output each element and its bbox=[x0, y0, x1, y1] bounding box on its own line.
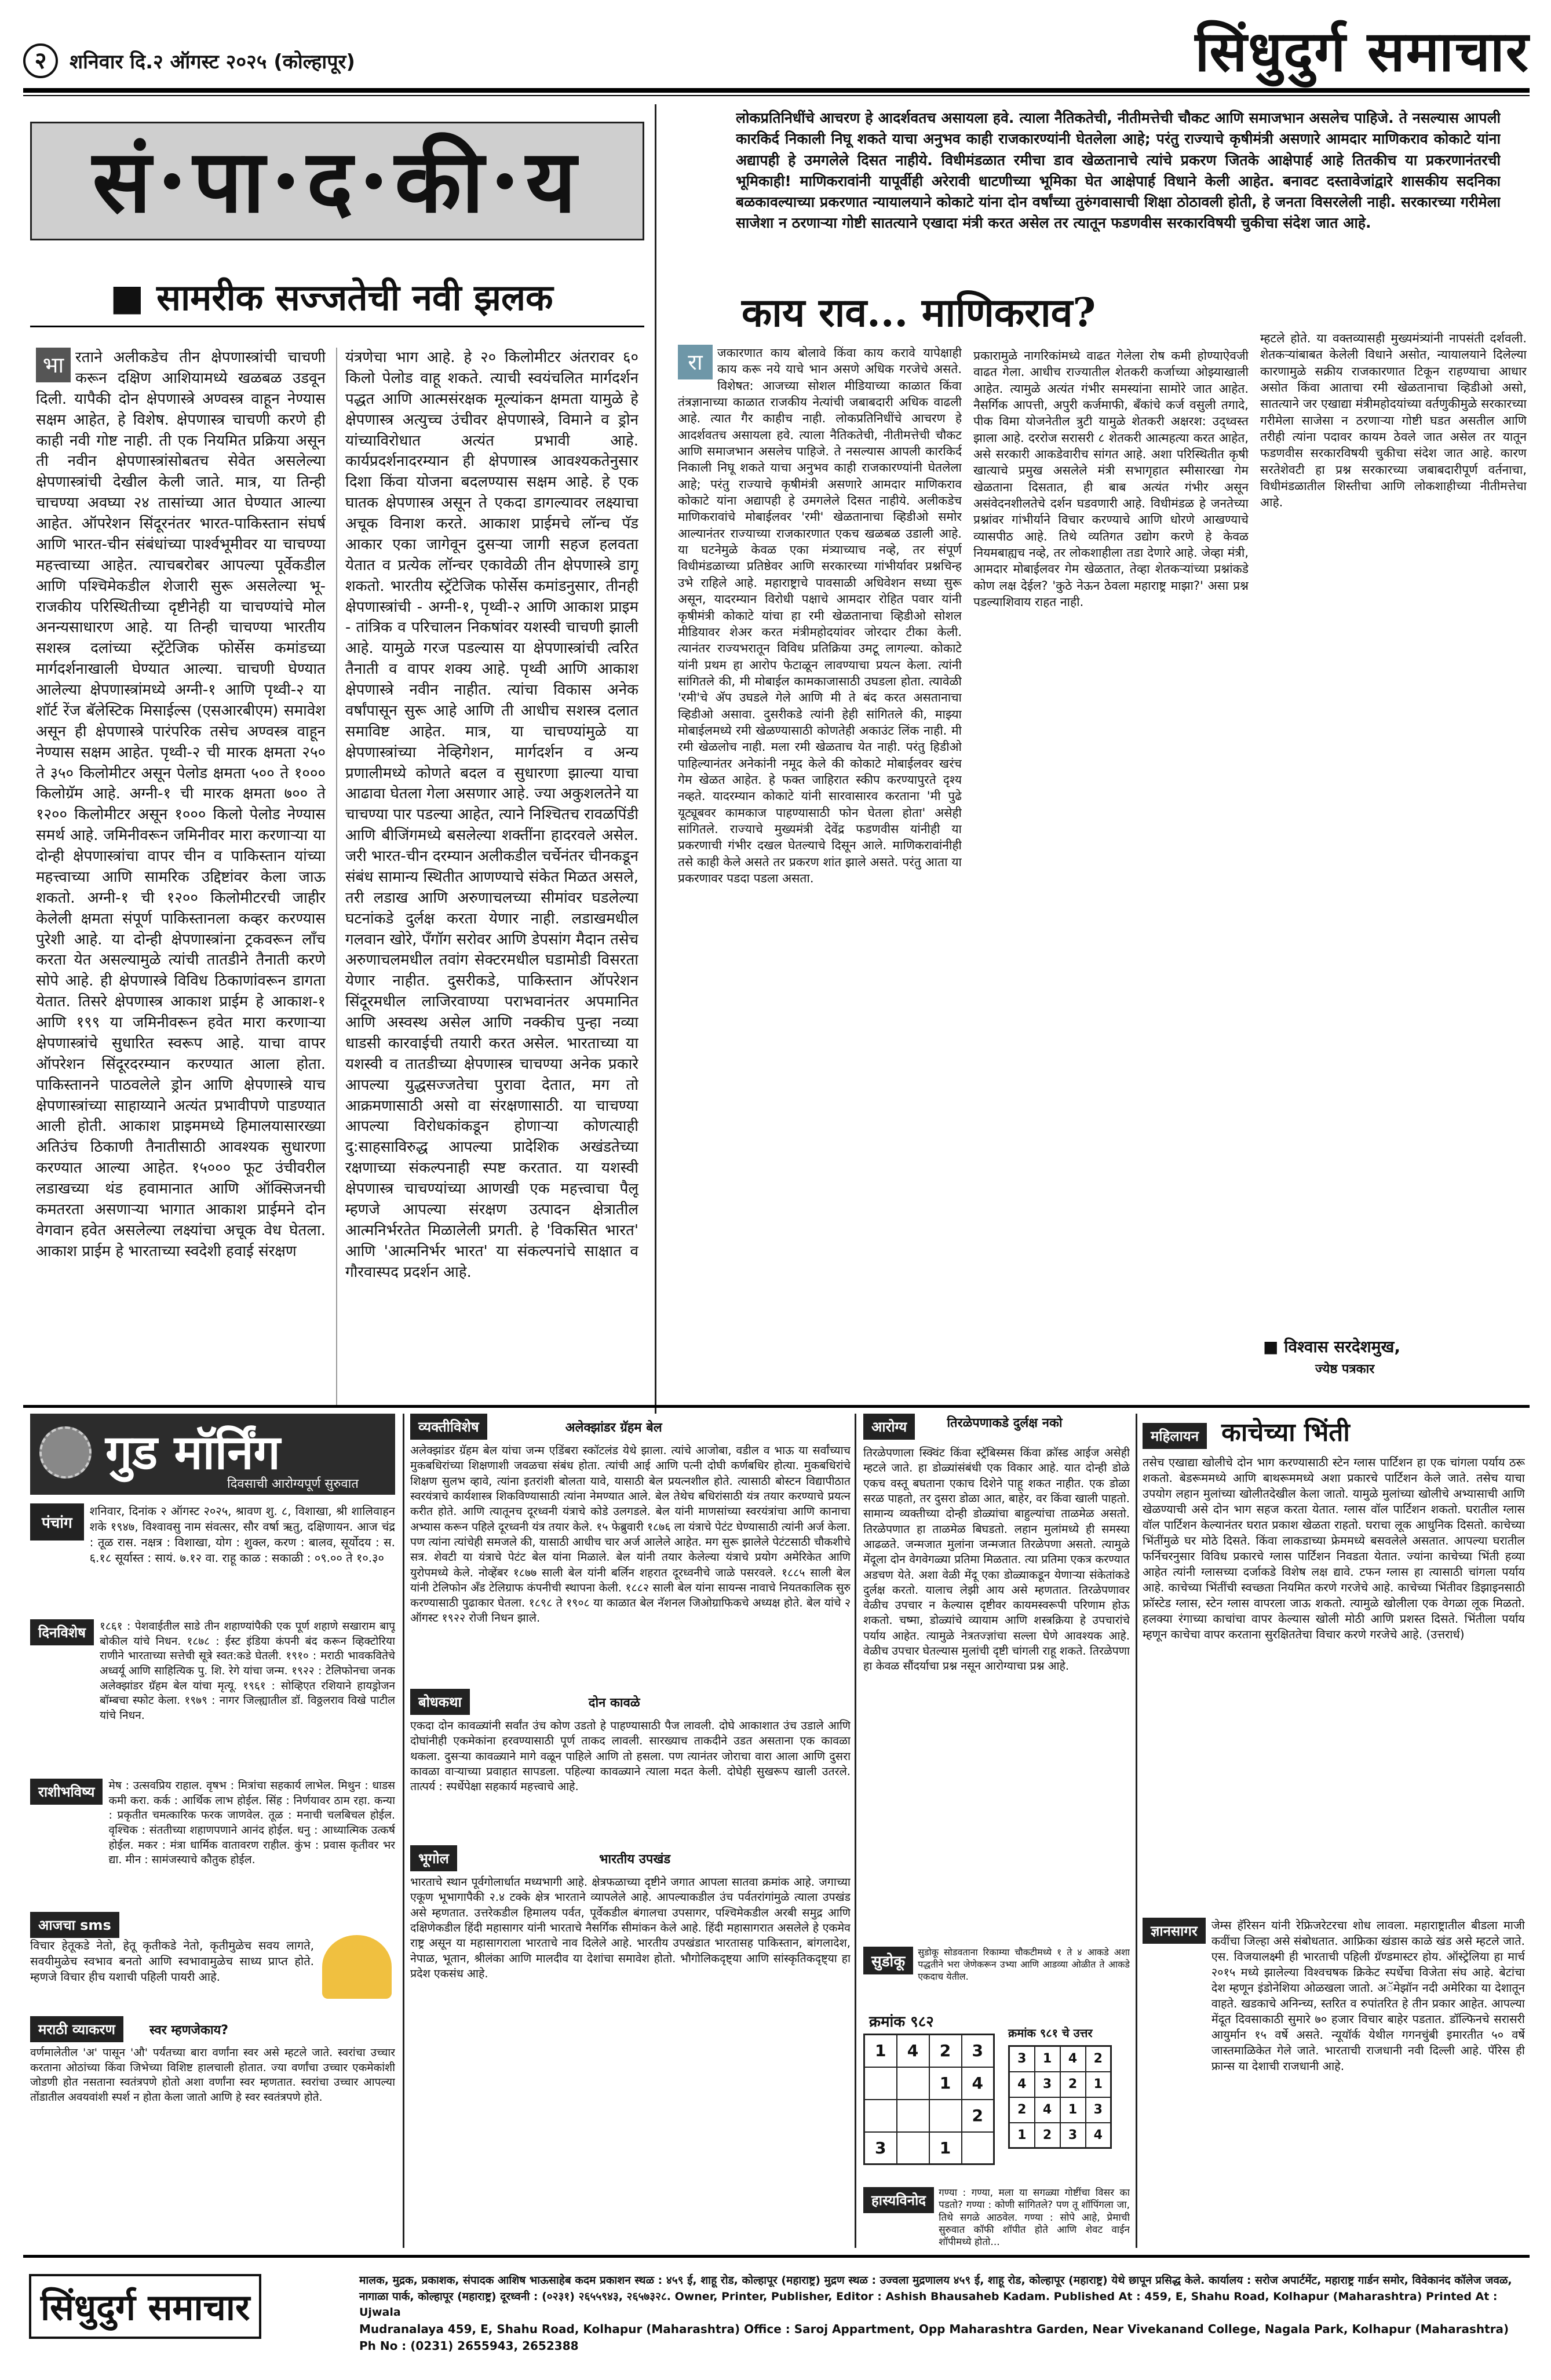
sun-icon bbox=[39, 1426, 92, 1479]
bodhkatha-text: एकदा दोन कावळ्यांनी सर्वांत उंच कोण उडतो हे पाहण्यासाठी पैज लावली. दोघे आकाशात उंच उडाले आणि दोघांनीही एकमेकांना हरवण्यासाठी पूर्ण ताकद लावली. सारख्याच ताकदीने उडत असताना एक कावळा थकला. दुसऱ्या कावळ्याने मागे वळून पाहिले आणि तो हसला. पण त्यानंतर जोराचा वारा आला आणि दुसरा कावळा वाऱ्याच्या प्रवाहात सापडला. पहिल्या कावळ्याने त्याला मदत केली. दोघेही सुखरूप खाली उतरले. तात्पर्य : स्पर्धेपेक्षा सहकार्य महत्त्वाचे आहे. bbox=[410, 1719, 851, 1794]
author-name: ■ विश्वास सरदेशमुख, bbox=[1263, 1337, 1400, 1356]
hasya-text: गण्या : गण्या, मला या सगळ्या गोष्टींचा विसर का पडतो? गण्या : कोणी सांगितले? पण तू शॉपिंगला जा, तिथे सगळे आठवेल. गण्या : सोपे आहे, प्रेमाची सुरुवात कॉफी शॉपीत होते आणि शेवट वाईन शॉपीमध्ये होतो... bbox=[939, 2187, 1130, 2248]
sms-label: आजचा sms bbox=[30, 1912, 119, 1938]
page-header bbox=[23, 12, 1530, 93]
dnyansagar-section bbox=[1143, 1918, 1525, 2248]
dinvishesh-section bbox=[30, 1619, 395, 1723]
panchang-label: पंचांग bbox=[30, 1503, 84, 1541]
sudoku-puzzle-cell: 1 bbox=[929, 2067, 962, 2100]
bodhkatha-label: बोधकथा bbox=[410, 1689, 470, 1715]
header-rule-thin bbox=[23, 95, 1530, 96]
editorial-col-1-text: रताने अलीकडेच तीन क्षेपणास्त्रांची चाचणी करून दक्षिण आशियामध्ये खळबळ उडवून दिली. यापैकी दोन क्षेपणास्त्रे अण्वस्त्र वाहून नेण्यास सक्षम आहेत, हे विशेष. क्षेपणास्त्र चाचणी करणे ही काही नवी गोष्ट नाही. ती एक नियमित प्रक्रिया असून ती नवीन क्षेपणास्त्रांसोबतच सेवेत असलेल्या क्षेपणास्त्रांची देखील केली जाते. मात्र, या तिन्ही चाचण्या अवघ्या २४ तासांच्या आत घेण्यात आल्या आहेत. ऑपरेशन सिंदूरनंतर भारत-पाकिस्तान संघर्ष आणि भारत-चीन संबंधांच्या पार्श्वभूमीवर या चाचण्या महत्त्वाच्या आहेत. त्याचबरोबर आपल्या पूर्वेकडील आणि पश्चिमेकडील शेजारी सुरू असलेल्या भू-राजकीय परिस्थितीच्या दृष्टीनेही या चाचण्यांचे मोल अनन्यसाधारण आहे. या तिन्ही चाचण्या भारतीय सशस्त्र दलांच्या स्ट्रॅटेजिक फोर्सेस कमांडच्या मार्गदर्शनाखाली घेण्यात आल्या. चाचणी घेण्यात आलेल्या क्षेपणास्त्रांमध्ये अग्नी-१ आणि पृथ्वी-२ या शॉर्ट रेंज बॅलेस्टिक मिसाईल्स (एसआरबीएम) समावेश असून ही क्षेपणास्त्रे पारंपरिक तसेच अण्वस्त्र वाहून नेण्यास सक्षम आहेत. पृथ्वी-२ ची मारक क्षमता २५० ते ३५० किलोमीटर असून पेलोड क्षमता ५०० ते १००० किलोग्रॅम आहे. अग्नी-१ ची मारक क्षमता ७०० ते १२०० किलोमीटर असून १००० किलो पेलोड नेण्यास समर्थ आहे. जमिनीवरून जमिनीवर मारा करणाऱ्या या दोन्ही क्षेपणास्त्रांचा वापर चीन व पाकिस्तान यांच्या महत्त्वाच्या आणि सामरिक उद्दिष्टांवर केला जाऊ शकतो. अग्नी-१ ची १२०० किलोमीटरची जाहीर केलेली क्षमता संपूर्ण पाकिस्तानला कव्हर करण्यास पुरेशी आहे. या दोन्ही क्षेपणास्त्रांना ट्रकवरून लॉंच करता येत असल्यामुळे त्यांची तातडीने तैनाती करणे सोपे आहे. ही क्षेपणास्त्रे विविध ठिकाणांवरून डागता येतात. तिसरे क्षेपणास्त्र आकाश प्राईम हे आकाश-१ आणि १९९ या जमिनीवरून हवेत मारा करणाऱ्या क्षेपणास्त्रांचे सुधारित स्वरूप आहे. याचा वापर ऑपरेशन सिंदूरदरम्यान करण्यात आला होता. पाकिस्तानने पाठवलेले ड्रोन आणि क्षेपणास्त्रे याच क्षेपणास्त्रांच्या साहाय्याने अत्यंत प्रभावीपणे पाडण्यात आली होती. आकाश प्राइममध्ये हिमालयासारख्या अतिउंच ठिकाणी तैनातीसाठी आवश्यक सुधारणा करण्यात आल्या आहेत. १५००० फूट उंचीवरील लडाखच्या थंड हवामानात आणि ऑक्सिजनची कमतरता असणाऱ्या भागात आकाश प्राईमने दोन वेगवान हवेत असलेल्या लक्ष्यांचा अचूक वेध घेतला. आकाश प्राईम हे भारताच्या स्वदेशी हवाई संरक्षण bbox=[36, 349, 326, 1260]
rashi-section bbox=[30, 1779, 395, 1868]
sudoku-puzzle-cell: 4 bbox=[962, 2067, 994, 2100]
footer-imprint bbox=[359, 2273, 1518, 2355]
sudoku-puzzle-cell: 1 bbox=[929, 2132, 962, 2164]
good-morning-banner bbox=[30, 1414, 395, 1495]
cartoon-icon bbox=[322, 1935, 392, 1999]
vyakaran-title: स्वर म्हणजेकाय? bbox=[149, 2023, 229, 2038]
panchang-text: शनिवार, दिनांक २ ऑगस्ट २०२५, श्रावण शु. ८, विशाखा, श्री शालिवाहन शके १९४७, विश्वावसु नाम संवत्सर, सौर वर्षा ऋतु, दक्षिणायन. आज चंद्र : तूळ रास. नक्षत्र : विशाखा, योग : शुक्ल, करण : बालव, सूर्योदय : स. ६.१८ सूर्यास्त : सायं. ७.१२ वा. राहू काळ : सकाळी : ०९.०० ते १०.३० bbox=[89, 1504, 395, 1565]
arogya-title: तिरळेपणाकडे दुर्लक्ष नको bbox=[947, 1416, 1063, 1430]
editorial-dropcap: भा bbox=[36, 348, 71, 382]
sudoku-answer-cell: 3 bbox=[1060, 2123, 1086, 2148]
sudoku-answer-cell: 4 bbox=[1035, 2097, 1060, 2123]
article2-author bbox=[1263, 1335, 1524, 1377]
sudoku-puzzle-cell: 2 bbox=[962, 2100, 994, 2132]
bhugol-section bbox=[410, 1845, 851, 2123]
sudoku-puzzle-cell: 2 bbox=[929, 2035, 962, 2067]
good-morning-title: गुड मॉर्निंग bbox=[105, 1425, 280, 1480]
sudoku-answer-cell: 3 bbox=[1086, 2097, 1111, 2123]
sudoku-answer-cell: 2 bbox=[1009, 2097, 1035, 2123]
sudoku-puzzle-cell: 4 bbox=[897, 2035, 929, 2067]
mahilayan-text: तसेच एखाद्या खोलीचे दोन भाग करण्यासाठी स्टेन ग्लास पार्टिशन हा एक चांगला पर्याय ठरू शकतो. बेडरूममध्ये आणि बाथरूममध्ये अशा प्रकारचे पार्टिशन केले जाते. तसेच याचा उपयोग लहान मुलांच्या खोलीतदेखील केला जातो. यामुळे मुलांच्या खोलीचे अभ्यासाची आणि खेळण्याची असे दोन भाग सहज करता येतात. ग्लास वॉल पार्टिशन शकतो. घरातील ग्लास वॉल पार्टिशन केल्यानंतर घरात प्रकाश खेळता राहतो. घराचा लूक आधुनिक दिसतो. काचेच्या भिंतींमुळे घर मोठे दिसते. किंवा लाकडाच्या फ्रेममध्ये बसवलेले असतात. आपल्या घरातील फर्निचरनुसार विविध प्रकारचे ग्लास पार्टिशन निवडता येतात. ज्यांना काचेच्या भिंती हव्या आहेत त्यांनी ग्लासच्या दर्जाकडे विशेष लक्ष द्यावे. टफन ग्लास हा त्यासाठी चांगला पर्याय आहे. काचेच्या भिंतींची स्वच्छता नियमित करणे गरजेचे आहे. काचेच्या भिंतीवर डिझाइनसाठी फ्रॉस्टेड ग्लास, स्टेन ग्लास वापरला जाऊ शकतो. त्यामुळे खोलीला एक वेगळा लूक मिळतो. हलक्या रंगाच्या काचांचा वापर केल्यास खोली मोठी आणि प्रशस्त दिसते. भिंतीला पर्याय म्हणून काचेचा वापर करताना सुरक्षिततेचा विचार करणे गरजेचे आहे. (उत्तरार्ध) bbox=[1143, 1455, 1525, 1641]
vyaktivishesh-section bbox=[410, 1414, 851, 1683]
vyaktivishesh-text: अलेक्झांडर ग्रॅहम बेल यांचा जन्म एडिंबरा स्कॉटलंड येथे झाला. त्यांचे आजोबा, वडील व भाऊ या सर्वांच्याच मुकबधिरांच्या शिक्षणाशी जवळचा संबंध होता. त्यांची आई आणि पत्नी दोघी कर्णबधिर होत्या. मुकबधिरांचे शिक्षण सुलभ व्हावे, त्यांना इतरांशी बोलता यावे, यासाठी बेल प्रयत्नशील होते. त्यासाठी बोस्टन विद्यापीठात स्वरयंत्राचे कार्यशास्त्र शिकविण्यासाठी त्यांना नेमण्यात आले. बेल तेथेच बधिरांसाठी यंत्र तयार करण्याचे प्रयत्न करीत होते. आणि त्यातूनच दूरध्वनी यंत्राचे कोडे उलगडले. बेल यांनी माणसांच्या स्वरयंत्रांचा आणि कानाचा अभ्यास करून पहिले दूरध्वनी यंत्र तयार केले. १५ फेब्रुवारी १८७६ ला यंत्राचे पेटंट घेण्यासाठी त्यांनी अर्ज केला. पण त्यांना त्यांचेही समजले की, यासाठी आधीच चार अर्ज आलेले आहेत. मग सुरू झालेले पेटंटसाठी चौकशीचे सत्र. शेवटी या यंत्राचे पेटंट बेल यांना मिळाले. बेल यांनी तयार केलेल्या यंत्राचे प्रयोग अमेरिकेत आणि युरोपमध्ये केले. नोव्हेंबर १८७७ साली बेल यांनी बर्लिन शहरात दूरध्वनीचे जाळे पसरवले. १८८५ साली बेल यांनी टेलिफोन अँड टेलिग्राफ कंपनीची स्थापना केली. १८८२ साली बेल यांना सायन्स नावाचे नियतकालिक सुरु करण्यासाठी पुढाकार घेतला. १८९८ ते १९०८ या काळात बेल नॅशनल जिओग्राफिकचे अध्यक्ष होते. बेल यांचे २ ऑगस्ट १९२२ रोजी निधन झाले. bbox=[410, 1444, 851, 1625]
article2-col-3: म्हटले होते. या वक्तव्यासही मुख्यमंत्र्यांनी नापसंती दर्शवली. शेतकऱ्यांबाबत केलेली विधाने असोत, न्यायालयाने दिलेल्या कारणामुळे सक्रीय राजकारणात टिकून राहण्याचा आधार असोत किंवा आताचा रमी खेळतानाचा व्हिडीओ असो, सातत्याने जर एखाद्या मंत्रीमहोदयांच्या वर्तणुकीमुळे सरकारच्या गरीमेला साजेसा न ठरणाऱ्या गोष्टी घडत असतील आणि तरीही त्यांना पदावर कायम ठेवले जात असेल तर यातून फडणवीस सरकारविषयी चुकीचा संदेश जात आहे. कारण सरतेशेवटी हा प्रश्न सरकारच्या जबाबदारीपूर्ण वर्तनाचा, विधीमंडळातील शिस्तीचा आणि लोकशाहीच्या नीतीमत्तेचा आहे. bbox=[1260, 331, 1527, 510]
bhugol-title: भारतीय उपखंड bbox=[598, 1852, 671, 1867]
sudoku-puzzle-cell bbox=[897, 2132, 929, 2164]
sudoku-puzzle-cell: 3 bbox=[864, 2132, 897, 2164]
page-number: २ bbox=[23, 43, 58, 78]
dnyansagar-label: ज्ञानसागर bbox=[1143, 1918, 1206, 1944]
rashi-text: मेष : उत्सवप्रिय राहाल. वृषभ : मित्रांचा सहकार्य लाभेल. मिथुन : धाडस कमी करा. कर्क : आर्थिक लाभ होईल. सिंह : निर्णयावर ठाम रहा. कन्या : प्रकृतीत चमत्कारिक फरक जाणवेल. तूळ : मनाची चलबिचल होईल. वृश्चिक : संततीच्या शहाणपणाने आनंद होईल. धनु : आध्यात्मिक उत्कर्ष होईल. मकर : मंत्रा धार्मिक वातावरण राहील. कुंभ : प्रवास कृतीवर भर द्या. मीन : सामंजस्याचे कौतुक होईल. bbox=[108, 1779, 395, 1867]
sms-section bbox=[30, 1912, 395, 2005]
article2-col-1 bbox=[678, 345, 962, 1388]
footer-line-1: मालक, मुद्रक, प्रकाशक, संपादक आशिष भाऊसाहेब कदम प्रकाशन स्थळ : ४५९ ई, शाहू रोड, कोल्हापूर (महाराष्ट्र) मुद्रण स्थळ : उज्वला मुद्रणालय ४५९ ई, शाहू रोड, कोल्हापूर (महाराष्ट्र) येथे छापून प्रसिद्ध केले. कार्यालय : सरोज अपार्टमेंट, महाराष्ट्र गार्डन समोर, विवेकानंद कॉलेज जवळ, नागाळा पार्क, कोल्हापूर (महाराष्ट्र) दूरध्वनी : (०२३१) २६५५९४३, २६५७३२८. Owner, Printer, Publisher, Editor : Ashish Bhausaheb Kadam. Published At : 459, E, Shahu Road, Kolhapur (Maharashtra) Printed At : Ujwala bbox=[359, 2274, 1512, 2319]
vyaktivishesh-title: अलेक्झांडर ग्रॅहम बेल bbox=[565, 1421, 662, 1435]
sudoku-answer-cell: 4 bbox=[1060, 2046, 1086, 2072]
sudoku-puzzle-cell bbox=[864, 2067, 897, 2100]
sudoku-section bbox=[863, 1947, 1130, 2178]
footer bbox=[23, 2262, 1530, 2367]
vyaktivishesh-label: व्यक्तीविशेष bbox=[410, 1414, 487, 1440]
vyakaran-section bbox=[30, 2016, 395, 2150]
dinvishesh-label: दिनविशेष bbox=[30, 1619, 94, 1645]
bodhkatha-section bbox=[410, 1689, 851, 1839]
sudoku-puzzle-cell bbox=[929, 2100, 962, 2132]
editorial-vertical-rule bbox=[655, 104, 656, 1414]
sudoku-answer-cell: 2 bbox=[1035, 2123, 1060, 2148]
article2-intro: लोकप्रतिनिधींचे आचरण हे आदर्शवतच असायला हवे. त्याला नैतिकतेची, नीतीमत्तेची चौकट आणि समाजभान असलेच पाहिजे. ते नसल्यास आपली कारकिर्द निकाली निघू शकते याचा अनुभव काही राजकारण्यांनी घेतलेला आहे; परंतु राज्याचे कृषीमंत्री असणारे आमदार माणिकराव कोकाटे यांना अद्यापही हे उमगलेले दिसत नाहीये. विधीमंडळात रमीचा डाव खेळतानाचे त्यांचे प्रकरण जितके आक्षेपार्ह आहे तितकीच या प्रकरणानंतरची भूमिकाही! माणिकरावांनी यापूर्वीही अरेरावी धाटणीच्या भूमिका घेत आक्षेपार्ह विधाने केली आहेत. बनावट दस्तावेजांद्वारे शासकीय सदनिका बळकावल्याच्या प्रकरणात न्यायालयाने कोकाटे यांना दोन वर्षांच्या तुरुंगवासाची शिक्षा ठोठावली होती, हे जनता विसरलेली नाही. सरकारच्या गरीमेला साजेशा न ठरणाऱ्या गोष्टी सातत्याने एखादा मंत्री करत असेल तर त्यातून फडणवीस सरकारविषयी चुकीचा संदेश जात आहे. bbox=[736, 109, 1501, 232]
bhugol-text: भारताचे स्थान पूर्वगोलार्धात मध्यभागी आहे. क्षेत्रफळाच्या दृष्टीने जगात आपला सातवा क्रमांक आहे. जगाच्या एकूण भूभागापैकी २.४ टक्के क्षेत्र भारताने व्यापलेले आहे. आपल्याकडील उंच पर्वतरांगांमुळे त्याला उपखंड असे म्हणतात. उत्तरेकडील हिमालय पर्वत, पूर्वेकडील बंगालचा उपसागर, पश्चिमेकडील अरबी समुद्र आणि दक्षिणेकडील हिंदी महासागर यांनी भारताचे नैसर्गिक सीमांकन केले आहे. हिंदी महासागरात असलेले हे एकमेव राष्ट्र असून या महासागराला भारताचे नाव दिलेले आहे. भारतीय उपखंडात भारतासह पाकिस्तान, बांगलादेश, नेपाळ, भूतान, श्रीलंका आणि मालदीव या देशांचा समावेश होतो. भौगोलिकदृष्ट्या आणि सांस्कृतिकदृष्ट्या हा प्रदेश एकसंध आहे. bbox=[410, 1875, 851, 1980]
good-morning-subtitle: दिवसाची आरोग्यपूर्ण सुरुवात bbox=[227, 1477, 359, 1491]
sudoku-puzzle-cell bbox=[962, 2132, 994, 2164]
sudoku-answer-cell: 2 bbox=[1086, 2046, 1111, 2072]
sudoku-answer-cell: 3 bbox=[1009, 2046, 1035, 2072]
article2-dropcap: रा bbox=[678, 345, 713, 379]
sudoku-puzzle-grid bbox=[863, 2034, 995, 2165]
editorial-col-divider bbox=[336, 348, 337, 1408]
article2-col-2: प्रकारामुळे नागरिकांमध्ये वाढत गेलेला रोष कमी होण्याऐवजी वाढत गेला. आधीच राज्यातील शेतकरी कर्जाच्या ओझ्याखाली आहेत. त्यामुळे अत्यंत गंभीर समस्यांना सामोरे जात आहेत. नैसर्गिक आपत्ती, अपुरी कर्जमाफी, बँकांचे कर्ज वसुली तगादे, पीक विमा योजनेतील त्रुटी यामुळे शेतकरी अक्षरश: उद्ध्वस्त झाला आहे. दररोज सरासरी ८ शेतकरी आत्महत्या करत आहेत, असे सरकारी आकडेवारीच सांगत आहे. अशा परिस्थितीत कृषी खात्याचे प्रमुख असलेले मंत्री सभागृहात स्मीसारखा गेम खेळताना दिसतात, ही बाब अत्यंत गंभीर असून असंवेदनशीलतेचे दर्शन घडवणारी आहे. विधीमंडळ हे जनतेच्या प्रश्नांवर गांभीर्याने विचार करण्याचे आणि धोरणे आखण्याचे व्यासपीठ आहे. तिथे व्यतिगत उद्योग करणे हे केवळ नियमबाह्यच नव्हे, तर लोकशाहीला तडा देणारे आहे. जेव्हा मंत्री, आमदार मोबाईलवर गेम खेळतात, तेव्हा शेतकऱ्यांच्या प्रश्नांकडे कोण लक्ष देईल? 'कुठे नेऊन ठेवला महाराष्ट्र माझा?' असा प्रश्न पडल्याशिवाय राहत नाही. bbox=[973, 349, 1249, 609]
sudoku-answer-title: क्रमांक ९८१ चे उत्तर bbox=[1008, 2026, 1093, 2040]
editorial-col-1 bbox=[36, 348, 326, 1408]
arogya-label: आरोग्य bbox=[863, 1414, 915, 1440]
col-divider-1 bbox=[403, 1414, 404, 2248]
sudoku-puzzle-cell: 3 bbox=[962, 2035, 994, 2067]
sudoku-answer-cell: 4 bbox=[1086, 2123, 1111, 2148]
panchang-section bbox=[30, 1503, 395, 1566]
sudoku-label: सुडोकू bbox=[863, 1947, 913, 1974]
mid-page-rule bbox=[23, 1405, 1530, 1408]
sudoku-answer-cell: 4 bbox=[1009, 2072, 1035, 2097]
hasya-label: हास्यविनोद bbox=[863, 2187, 934, 2213]
vyakaran-text: वर्णमालेतील 'अ' पासून 'औ' पर्यंतच्या बारा वर्णांना स्वर असे म्हटले जाते. स्वरांचा उच्चार करताना ओठांच्या किंवा जिभेच्या विशिष्ट हालचाली होतात. ज्या वर्णांचा उच्चार एकमेकांशी जोडणी होत नसताना स्वतंत्रपणे होतो अशा वर्णांना स्वर म्हणतात. स्वरांचा उच्चार आपल्या तोंडातील अवयवांशी स्पर्श न होता केला जातो आणि हे स्वर स्वतंत्रपणे होते. bbox=[30, 2046, 395, 2104]
dateline: शनिवार दि.२ ऑगस्ट २०२५ (कोल्हापूर) bbox=[70, 50, 355, 74]
sudoku-puzzle-cell: 1 bbox=[864, 2035, 897, 2067]
bullet-icon: ■ bbox=[110, 276, 157, 319]
footer-line-2: Mudranalaya 459, E, Shahu Road, Kolhapur (Maharashtra) Office : Saroj Appartment, Opp Maharashtra Garden, Near Vivekanand College, Nagala Park, Kolhapur (Maharashtra) Ph No : (0231) 2655943, 2652388 bbox=[359, 2321, 1509, 2353]
sudoku-answer-cell: 1 bbox=[1060, 2097, 1086, 2123]
masthead-logo: सिंधुदुर्ग समाचार bbox=[1195, 19, 1530, 84]
mahilayan-section bbox=[1143, 1414, 1525, 1906]
sudoku-puzzle-cell bbox=[897, 2067, 929, 2100]
sudoku-answer-cell: 1 bbox=[1009, 2123, 1035, 2148]
article2-col-1-text: जकारणात काय बोलावे किंवा काय करावे यापेक्षाही काय करू नये याचे भान असणे अधिक गरजेचे असते. विशेषत: आजच्या सोशल मीडियाच्या काळात किंवा तंत्रज्ञानाच्या काळात राजकीय नेत्यांची जबाबदारी अधिक वाढली आहे. त्यात गैर काहीच नाही. लोकप्रतिनिधींचे आचरण हे आदर्शवतच असायला हवे. त्याला नैतिकतेची, नीतीमत्तेची चौकट आणि समाजभान असलेच पाहिजे. ते नसल्यास आपली कारकिर्द निकाली निघू शकते याचा अनुभव काही राजकारण्यांनी घेतलेला आहे; परंतु राज्याचे कृषीमंत्री असणारे आमदार माणिकराव कोकाटे यांना अद्यापही हे उमगलेले दिसत नाहीये. अलीकडेच माणिकरावांचे मोबाईलवर 'रमी' खेळतानाचा व्हिडीओ समोर आल्यानंतर राज्याच्या राजकारणात एकच खळबळ उडाली आहे. या घटनेमुळे केवळ एका मंत्र्याच्याच नव्हे, तर संपूर्ण विधीमंडळाच्या प्रतिष्ठेवर आणि सरकारच्या गांभीर्यावर प्रश्नचिन्ह उभे राहिले आहे. महाराष्ट्राचे पावसाळी अधिवेशन सध्या सुरू असून, यादरम्यान विरोधी पक्षाचे आमदार रोहित पवार यांनी कृषीमंत्री कोकाटे यांचा हा रमी खेळतानाचा व्हिडीओ सोशल मीडियावर शेअर करत मंत्रीमहोदयांवर जोरदार टीका केली. त्यानंतर राज्यभरातून विविध प्रतिक्रिया उमटू लागल्या. कोकाटे यांनी प्रथम हा आरोप फेटाळून लावण्याचा प्रयत्न केला. त्यांनी सांगितले की, मी मोबाईल कामकाजासाठी उघडला होता. त्यावेळी 'रमी'चे ॲप उघडले गेले आणि मी ते बंद करत असतानाचा व्हिडीओ असावा. दुसरीकडे त्यांनी हेही सांगितले की, माझ्या मोबाईलमध्ये रमी खेळण्यासाठी कोणतेही अकाउंट लिंक नाही. मी रमी खेळलोच नाही. मला रमी खेळताच येत नाही. परंतु हिडीओ पाहिल्यानंतर अनेकांनी नमूद केले की कोकाटे मोबाईलवर खरंच गेम खेळत आहेत. हे फक्त जाहिरात स्कीप करण्यापुरते दृश्य नव्हते. यादरम्यान कोकाटे यांनी सारवासारव करताना 'मी पुढे यूट्यूबवर कामकाज पाहण्यासाठी फोन घेतला होता' असेही सांगितले. राज्याचे मुख्यमंत्री देवेंद्र फडणवीस यांनीही या प्रकरणाची गंभीर दखल घेतल्याचे दिसून आले. माणिकरावांनीही तसे काही केले असते तर प्रकरण शांत झाले असते. परंतु आता या प्रकरणावर पडदा पडला असता. bbox=[678, 346, 962, 885]
bodhkatha-title: दोन कावळे bbox=[588, 1696, 640, 1710]
sudoku-answer-cell: 2 bbox=[1060, 2072, 1086, 2097]
footer-rule bbox=[23, 2255, 1530, 2258]
editorial-headline bbox=[110, 272, 553, 321]
sudoku-answer-cell: 1 bbox=[1086, 2072, 1111, 2097]
footer-logo: सिंधुदुर्ग समाचार bbox=[29, 2274, 261, 2339]
sudoku-instructions: सुडोकू सोडवताना रिकाम्या चौकटीमध्ये १ ते ४ आकडे अशा पद्धतीने भरा जेणेकरून उभ्या आणि आडव्या ओळीत ते आकडे एकदाच येतील. bbox=[918, 1947, 1130, 1982]
editorial-section-title: सं·पा·द·की·य bbox=[30, 122, 644, 240]
sudoku-answer-grid bbox=[1008, 2045, 1112, 2149]
col-divider-3 bbox=[1136, 1414, 1137, 2248]
rashi-label: राशीभविष्य bbox=[30, 1779, 103, 1805]
bhugol-label: भूगोल bbox=[410, 1845, 457, 1871]
sms-text: विचार हेतूकडे नेतो, हेतू कृतीकडे नेतो, कृतीमुळेच सवय लागते, सवयीमुळेच स्वभाव बनतो आणि स्वभावामुळेच साध्य प्राप्त होते. म्हणजे विचार हीच यशाची पहिली पायरी आहे. bbox=[30, 1939, 314, 1984]
hasya-section bbox=[863, 2187, 1130, 2248]
dinvishesh-text: १८६१ : पेशवाईतील साडे तीन शहाण्यांपैकी एक पूर्ण शहाणे सखाराम बापू बोकील यांचे निधन. १८७८ : ईस्ट इंडिया कंपनी बंद करून व्हिक्टोरिया राणीने भारताच्या सत्तेची सूत्रे स्वत:कडे घेतली. १९१० : मराठी भावकवितेचे अध्वर्यू आणि साहित्यिक पु. शि. रेगे यांचा जन्म. १९२२ : टेलिफोनचा जनक अलेक्झांडर ग्रॅहम बेल यांचा मृत्यू. १९६१ : सोव्हिएत रशियाने हायड्रोजन बॉम्बचा स्फोट केला. १९७९ : नागर जिल्ह्यातील डॉ. विठ्ठलराव विखे पाटील यांचे निधन. bbox=[100, 1620, 395, 1722]
header-rule bbox=[23, 88, 1530, 93]
col-divider-2 bbox=[855, 1414, 856, 2248]
author-role: ज्येष्ठ पत्रकार bbox=[1315, 1362, 1375, 1377]
mahilayan-label: महिलायन bbox=[1143, 1423, 1207, 1449]
arogya-text: तिरळेपणाला स्क्विंट किंवा स्ट्रॅबिस्मस किंवा क्रॉस्ड आईज असेही म्हटले जाते. हा डोळ्यांसंबंधी एक विकार आहे. यात दोन्ही डोळे एकच वस्तू बघताना एकाच दिशेने पाहू शकत नाहीत. एक डोळा सरळ पाहतो, तर दुसरा डोळा आत, बाहेर, वर किंवा खाली पाहतो. सामान्य व्यक्तीच्या दोन्ही डोळ्यांचा बाहुल्यांचा ताळमेळ असतो. तिरळेपणात हा ताळमेळ बिघडतो. लहान मुलांमध्ये ही समस्या आढळते. जन्मजात मुलांना जन्मजात तिरळेपणा असतो. त्यामुळे मेंदूला दोन वेगवेगळ्या प्रतिमा मिळतात. त्या प्रतिमा एकत्र करण्यात अडचण येते. अशा वेळी मेंदू एका डोळ्याकडून येणाऱ्या संकेतांकडे दुर्लक्ष करतो. यालाच लेझी आय असे म्हणतात. तिरळेपणावर वेळीच उपचार न केल्यास दृष्टीवर कायमस्वरूपी परिणाम होऊ शकतो. चष्मा, डोळ्यांचे व्यायाम आणि शस्त्रक्रिया हे उपचारांचे पर्याय आहेत. त्यामुळे नेत्रतज्ज्ञांचा सल्ला घेणे आवश्यक आहे. वेळीच उपचार घेतल्यास मुलांची दृष्टी चांगली राहू शकते. तिरळेपणा हा केवळ सौंदर्याचा प्रश्न नसून आरोग्याचा प्रश्न आहे. bbox=[863, 1446, 1130, 1673]
sudoku-answer-cell: 3 bbox=[1035, 2072, 1060, 2097]
editorial-col-2: यंत्रणेचा भाग आहे. हे २० किलोमीटर अंतरावर ६० किलो पेलोड वाहू शकते. त्याची स्वयंचलित मार्गदर्शन पद्धत आणि आत्मसंरक्षक मूल्यांकन क्षमता यामुळे हे क्षेपणास्त्र अत्युच्च उंचीवर क्षेपणास्त्रे, विमाने व ड्रोन यांच्याविरोधात अत्यंत प्रभावी आहे. कार्यप्रदर्शनादरम्यान ही क्षेपणास्त्र आवश्यकतेनुसार दिशा किंवा योजना बदलण्यास सक्षम आहे. हे एक घातक क्षेपणास्त्र असून ते एकदा डागल्यावर लक्ष्याचा अचूक विनाश करते. आकाश प्राईमचे लॉन्च पॅड आकार एका जागेवून दुसऱ्या जागी सहज हलवता येतात व प्रत्येक लॉन्चर एकावेळी तीन क्षेपणास्त्रे डागू शकतो. भारतीय स्ट्रॅटेजिक फोर्सेस कमांडनुसार, तीनही क्षेपणास्त्रांची - अग्नी-१, पृथ्वी-२ आणि आकाश प्राइम - तांत्रिक व परिचालन निकषांवर यशस्वी चाचणी झाली आहे. यामुळे गरज पडल्यास या क्षेपणास्त्रांची त्वरित तैनाती व वापर शक्य आहे. पृथ्वी आणि आकाश क्षेपणास्त्रे नवीन नाहीत. त्यांचा विकास अनेक वर्षांपासून सुरू आहे आणि ती आधीच सशस्त्र दलात समाविष्ट आहेत. मात्र, या चाचण्यांमुळे या क्षेपणास्त्रांच्या नेव्हिगेशन, मार्गदर्शन व अन्य प्रणालीमध्ये कोणते बदल व सुधारणा झाल्या याचा आढावा घेतला गेला असणार आहे. ज्या अकुशलतेने या चाचण्या पार पडल्या आहेत, त्याने निश्चितच रावळपिंडी आणि बीजिंगमध्ये बसलेल्या शक्तींना हादरवले असेल. जरी भारत-चीन दरम्यान अलीकडील चर्चेनंतर चीनकडून संबंध सामान्य स्थितीत आणण्याचे संकेत मिळत असले, तरी लडाख आणि अरुणाचलच्या सीमांवर घडलेल्या घटनांकडे दुर्लक्ष करता येणार नाही. लडाखमधील गलवान खोरे, पॅंगॉग सरोवर आणि डेपसांग मैदान तसेच अरुणाचलमधील तवांग सेक्टरमधील घडामोडी विसरता येणार नाहीत. दुसरीकडे, पाकिस्तान ऑपरेशन सिंदूरमधील लाजिरवाण्या पराभवानंतर अपमानित आणि अस्वस्थ असेल आणि नक्कीच पुन्हा नव्या धाडसी कारवाईची तयारी करत असेल. भारताच्या या यशस्वी व तातडीच्या क्षेपणास्त्र चाचण्या अनेक प्रकारे आपल्या युद्धसज्जतेचा पुरावा देतात, मग तो आक्रमणासाठी असो वा संरक्षणासाठी. या चाचण्या आपल्या विरोधकांकडून होणाऱ्या कोणत्याही दु:साहसाविरुद्ध आपल्या प्रादेशिक अखंडतेच्या रक्षणाच्या संकल्पनाही स्पष्ट करतात. या यशस्वी क्षेपणास्त्र चाचण्यांच्या आणखी एक महत्त्वाचा पैलू म्हणजे आपल्या संरक्षण उत्पादन क्षेत्रातील आत्मनिर्भरतेत मिळालेली प्रगती. हे 'विकसित भारत' आणि 'आत्मनिर्भर भारत' या संकल्पनांचे साक्षात व गौरवास्पद प्रदर्शन आहे. bbox=[345, 349, 638, 1281]
sudoku-answer-cell: 1 bbox=[1035, 2046, 1060, 2072]
dnyansagar-text: जेम्स हॅरिसन यांनी रेफ्रिजरेटरचा शोध लावला. महाराष्ट्रातील बीडला माजी कवींचा जिल्हा असे संबोधतात. आफ्रिका खंडास काळे खंड असे म्हटले जाते. एस. विजयालक्ष्मी ही भारताची पहिली ग्रॅण्डमास्टर होय. ऑस्ट्रेलिया हा मार्च २०१५ मध्ये झालेल्या विश्वचषक क्रिकेट स्पर्धेचा विजेता संघ आहे. बेटांचा देश म्हणून इंडोनेशिया ओळखला जातो. अॅमेझॉन नदी अमेरिका या देशातून वाहते. खडकाचे अनिन्च्य, स्तरित व रुपांतरित हे तीन प्रकार आहेत. आपल्या मेंदूत दिवसाकाठी सुमारे ७० हजार विचार बाहेर पडतात. डॉल्फिनचे सरासरी आयुर्मान १५ वर्षे असते. न्यूयॉर्क येथील गगनचुंबी इमारतीत ५० वर्षे जास्तमाळिकेत गेले जाते. भारताची राजधानी नवी दिल्ली आहे. पॅरिस ही फ्रान्स या देशाची राजधानी आहे. bbox=[1211, 1918, 1525, 2073]
vyakaran-label: मराठी व्याकरण bbox=[30, 2016, 123, 2042]
sudoku-puzzle-title: क्रमांक ९८२ bbox=[869, 2013, 934, 2031]
editorial-headline-rule bbox=[30, 326, 644, 327]
sudoku-puzzle-cell bbox=[897, 2100, 929, 2132]
article2-headline: काय राव... माणिकराव? bbox=[742, 290, 1096, 336]
mahilayan-title: काचेच्या भिंती bbox=[1221, 1418, 1350, 1447]
sudoku-puzzle-cell bbox=[864, 2100, 897, 2132]
arogya-section bbox=[863, 1414, 1130, 1929]
headline-text: सामरीक सज्जतेची नवी झलक bbox=[156, 276, 553, 319]
